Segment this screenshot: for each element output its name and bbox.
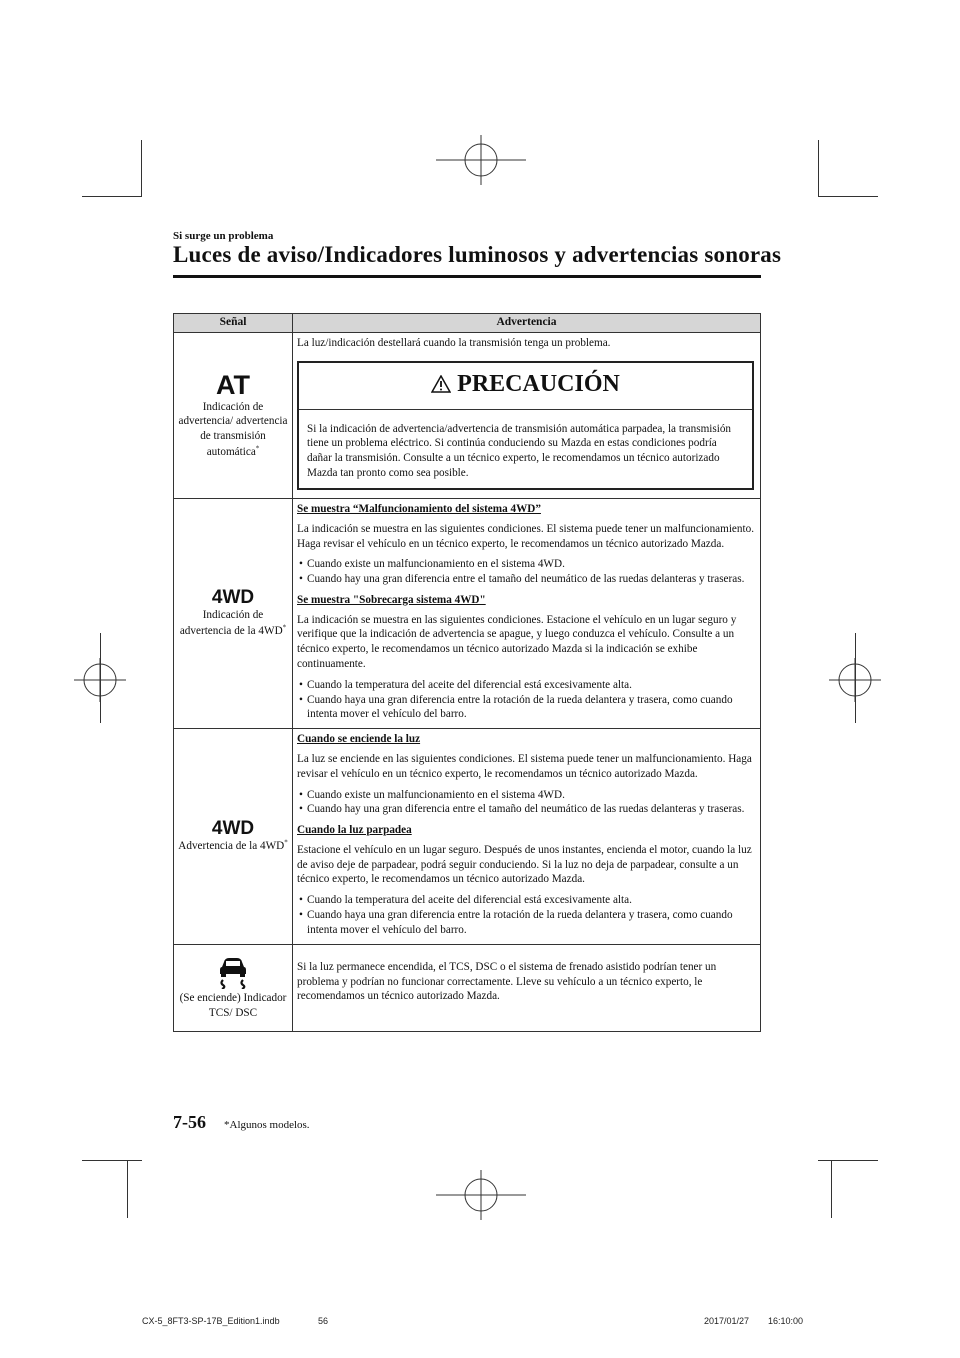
list-item-text: Cuando la temperatura del aceite del diferencial está excesivamente alta. bbox=[307, 894, 632, 907]
list-item-text: Cuando haya una gran diferencia entre la rotación de la rueda delantera y trasera, como cuando intenta mover el vehículo del barro. bbox=[307, 693, 733, 721]
caution-text: Si la indicación de advertencia/advertencia de transmisión automática parpadea, la transmisión tiene un problema eléctrico. Si continúa conduciendo su Mazda en estas condiciones podría dañar la transmisión. Consulte a un técnico experto, le recomendamos un técnico autorizado Mazda tan pronto como sea posible. bbox=[307, 422, 732, 479]
signal-cell bbox=[174, 333, 293, 499]
bullet-list bbox=[297, 788, 754, 818]
imprint-page: 56 bbox=[318, 1316, 329, 1326]
paragraph: La luz se enciende en las siguientes condiciones. El sistema puede tener un malfuncionamiento. Haga revisar el vehículo en un técnico experto, le recomendamos un técnico autorizado Mazda. bbox=[297, 752, 752, 780]
footnote: *Algunos modelos. bbox=[224, 1119, 310, 1131]
imprint-file: CX-5_8FT3-SP-17B_Edition1.indb bbox=[142, 1316, 280, 1326]
bullet-icon: • bbox=[299, 558, 303, 571]
signal-cell bbox=[174, 499, 293, 729]
list-item-text: Cuando la temperatura del aceite del diferencial está excesivamente alta. bbox=[307, 678, 632, 691]
imprint-time: 16:10:00 bbox=[768, 1316, 804, 1326]
signal-label-text: Indicación de advertencia de la 4WD bbox=[179, 609, 283, 637]
subheading: Se muestra “Malfuncionamiento del sistema 4WD” bbox=[297, 503, 541, 515]
subheading: Se muestra "Sobrecarga sistema 4WD" bbox=[297, 593, 486, 606]
warning-cell bbox=[293, 944, 761, 1031]
section-label: Si surge un problema bbox=[173, 230, 274, 242]
registration-mark-icon bbox=[74, 658, 126, 702]
list-item bbox=[297, 802, 754, 817]
caution-triangle-icon bbox=[431, 375, 451, 393]
column-header-warning: Advertencia bbox=[293, 314, 761, 333]
list-item bbox=[297, 908, 754, 938]
table-row bbox=[174, 729, 761, 944]
column-header-signal: Señal bbox=[174, 314, 293, 333]
models-mark: * bbox=[282, 623, 287, 632]
signal-label-text: Advertencia de la 4WD bbox=[178, 840, 285, 853]
title-rule bbox=[173, 275, 761, 278]
list-item bbox=[297, 893, 754, 908]
bullet-icon: • bbox=[299, 788, 303, 801]
signal-label bbox=[178, 401, 287, 458]
page-title: Luces de aviso/Indicadores luminosos y advertencias sonoras bbox=[173, 242, 782, 267]
list-item bbox=[297, 572, 754, 587]
table-row bbox=[174, 944, 761, 1031]
signal-label-text: Indicación de advertencia/ advertencia de transmisión automática bbox=[178, 400, 288, 458]
warning-cell bbox=[293, 729, 761, 944]
signal-cell bbox=[174, 944, 293, 1031]
models-mark: * bbox=[255, 443, 260, 452]
subheading: Cuando se enciende la luz bbox=[297, 733, 421, 746]
signal-label: (Se enciende) Indicador TCS/ DSC bbox=[179, 991, 287, 1019]
signal-label bbox=[178, 840, 287, 852]
intro-text: La luz/indicación destellará cuando la transmisión tenga un problema. bbox=[297, 337, 611, 350]
models-mark: * bbox=[284, 838, 288, 847]
caution-title: PRECAUCIÓN bbox=[457, 370, 620, 397]
warning-table bbox=[173, 313, 761, 1032]
list-item-text: Cuando existe un malfuncionamiento en el sistema 4WD. bbox=[307, 558, 565, 571]
table-row bbox=[174, 333, 761, 499]
at-warning-symbol: AT bbox=[216, 369, 250, 400]
bullet-icon: • bbox=[299, 573, 303, 586]
list-item-text: Cuando existe un malfuncionamiento en el sistema 4WD. bbox=[307, 788, 565, 801]
bullet-icon: • bbox=[299, 678, 303, 691]
caution-heading bbox=[299, 363, 752, 410]
list-item bbox=[297, 678, 754, 693]
list-item bbox=[297, 788, 754, 803]
bullet-list bbox=[297, 557, 754, 587]
registration-mark-icon bbox=[436, 1170, 526, 1220]
list-item-text: Cuando hay una gran diferencia entre el tamaño del neumático de las ruedas delanteras y traseras. bbox=[307, 803, 745, 816]
4wd-warning-symbol: 4WD bbox=[211, 817, 255, 839]
paragraph: Estacione el vehículo en un lugar seguro. Después de unos instantes, encienda el motor, cuando la luz de aviso deje de parpadear, podrá seguir conduciendo. Si la luz no deja de parpadear, consulte a un técnico experto, le recomendamos un técnico autorizado Mazda. bbox=[297, 843, 752, 886]
list-item-text: Cuando haya una gran diferencia entre la rotación de la rueda delantera y trasera, como cuando intenta mover el vehículo del barro. bbox=[307, 908, 733, 936]
bullet-list bbox=[297, 678, 754, 722]
skid-car-icon bbox=[216, 955, 250, 989]
bullet-icon: • bbox=[299, 908, 303, 921]
warning-cell bbox=[293, 499, 761, 729]
paragraph: La indicación se muestra en las siguientes condiciones. Estacione el vehículo en un lugar seguro y verifique que la indicación de advertencia se apague, y luego conduzca el vehículo. Consulte a un técnico experto, le recomendamos un técnico autorizado Mazda si la indicación se exhibe continuamente. bbox=[297, 613, 737, 671]
page-number: 7-56 bbox=[173, 1112, 206, 1132]
bullet-list bbox=[297, 893, 754, 937]
registration-mark-icon bbox=[436, 135, 526, 185]
paragraph: Si la luz permanece encendida, el TCS, DSC o el sistema de frenado asistido podrían tener un problema y podrían no funcionar correctamente. Lleve su vehículo a un técnico experto, le recomendamos un técnico autorizado Mazda. bbox=[297, 960, 717, 1003]
imprint-date: 2017/01/27 bbox=[704, 1316, 750, 1326]
registration-mark-icon bbox=[829, 658, 881, 702]
bullet-icon: • bbox=[299, 803, 303, 816]
list-item bbox=[297, 693, 754, 723]
4wd-indication-symbol: 4WD bbox=[211, 587, 255, 609]
list-item bbox=[297, 557, 754, 572]
bullet-icon: • bbox=[299, 693, 303, 706]
table-row bbox=[174, 499, 761, 729]
warning-cell bbox=[293, 333, 761, 499]
bullet-icon: • bbox=[299, 894, 303, 907]
paragraph: La indicación se muestra en las siguientes condiciones. El sistema puede tener un malfuncionamiento. Haga revisar el vehículo en un técnico experto, le recomendamos un técnico autorizado Mazda. bbox=[297, 522, 754, 550]
subheading: Cuando la luz parpadea bbox=[297, 824, 412, 837]
signal-label bbox=[180, 609, 286, 637]
list-item-text: Cuando hay una gran diferencia entre el tamaño del neumático de las ruedas delanteras y traseras. bbox=[307, 573, 745, 586]
caution-box bbox=[297, 361, 754, 490]
table-header-row bbox=[174, 314, 761, 333]
signal-cell bbox=[174, 729, 293, 944]
